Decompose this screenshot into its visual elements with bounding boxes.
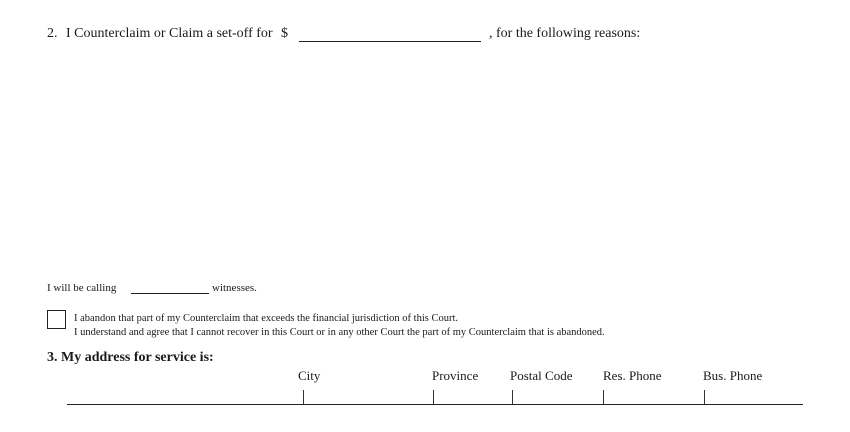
- address-baseline: [67, 404, 803, 405]
- claim-amount-field[interactable]: [299, 24, 481, 42]
- abandon-checkbox[interactable]: [47, 310, 66, 329]
- res-phone-field[interactable]: [605, 388, 703, 404]
- section-2-number: 2.: [47, 26, 58, 41]
- divider-province: [433, 390, 434, 404]
- section-2-suffix: , for the following reasons:: [489, 26, 641, 41]
- address-field[interactable]: [67, 388, 303, 404]
- column-header-city: City: [298, 368, 321, 383]
- section-2-label: I Counterclaim or Claim a set-off for: [66, 26, 273, 41]
- province-field[interactable]: [435, 388, 511, 404]
- column-header-res-phone: Res. Phone: [603, 368, 662, 383]
- divider-postal-code: [512, 390, 513, 404]
- divider-res-phone: [603, 390, 604, 404]
- currency-symbol: $: [281, 26, 288, 41]
- witnesses-prefix: I will be calling: [47, 282, 117, 294]
- bus-phone-field[interactable]: [706, 388, 802, 404]
- column-header-postal-code: Postal Code: [510, 368, 573, 383]
- witnesses-suffix: witnesses.: [212, 282, 257, 294]
- witness-count-field[interactable]: [131, 280, 209, 294]
- abandon-line-1: I abandon that part of my Counterclaim that exceeds the financial jurisdiction of this Court.: [74, 313, 459, 324]
- city-field[interactable]: [305, 388, 432, 404]
- abandon-line-2: I understand and agree that I cannot recover in this Court or in any other Court the part of my Counterclaim that is abandoned.: [74, 327, 605, 338]
- column-header-province: Province: [432, 368, 479, 383]
- postal-code-field[interactable]: [514, 388, 602, 404]
- divider-bus-phone: [704, 390, 705, 404]
- reasons-textarea[interactable]: [47, 50, 811, 274]
- divider-city: [303, 390, 304, 404]
- column-header-bus-phone: Bus. Phone: [703, 368, 763, 383]
- section-3-heading: 3. My address for service is:: [47, 350, 214, 365]
